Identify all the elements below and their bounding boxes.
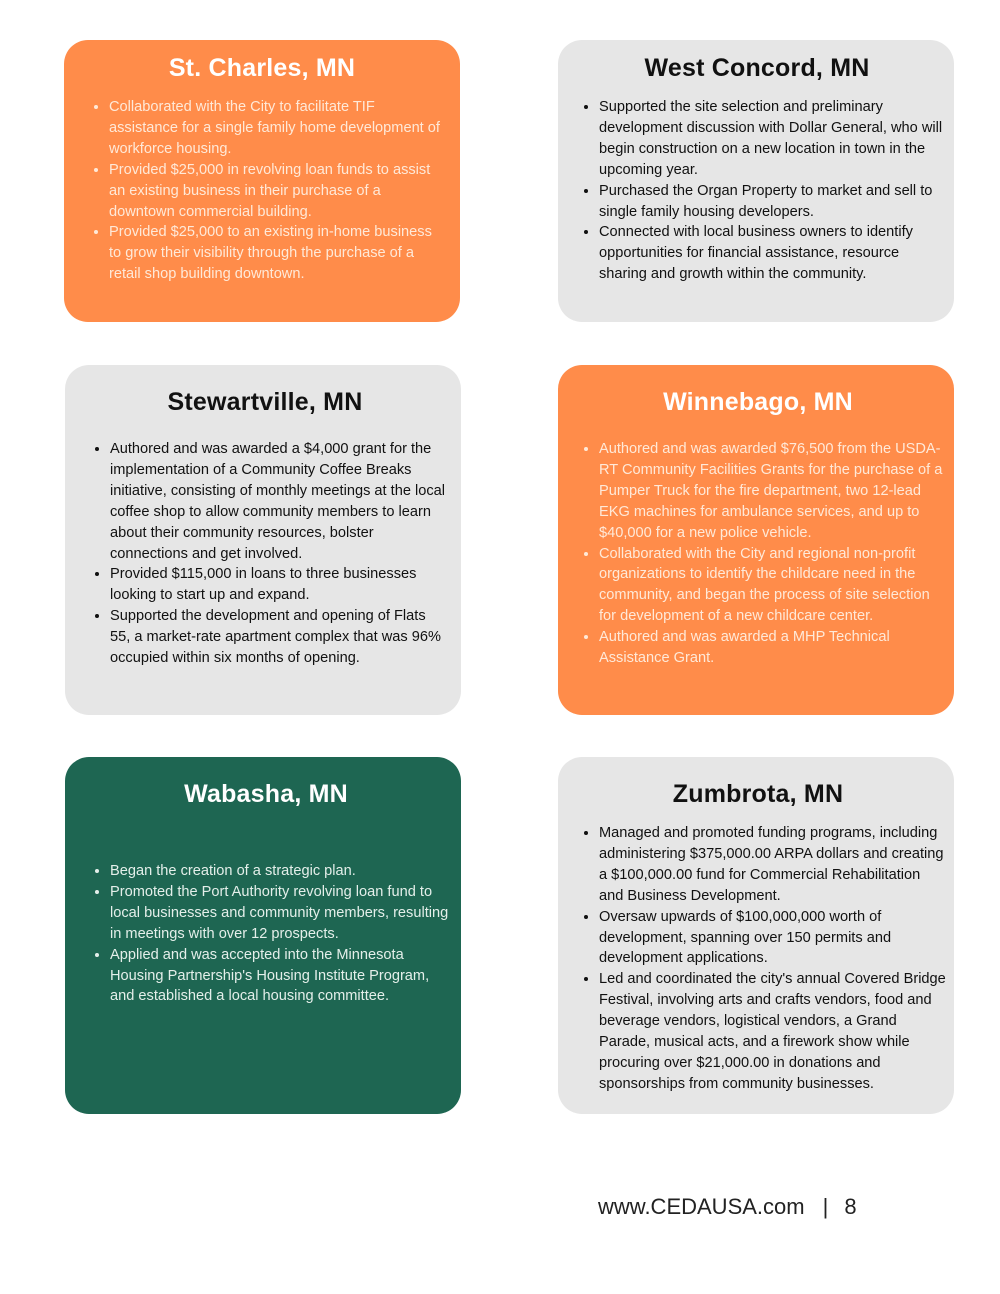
list-item: • Provided $25,000 to an existing in-home business to grow their visibility through the purchase of a retail shop building downtown. [109, 222, 444, 285]
list-item: • Managed and promoted funding programs, including administering $375,000.00 ARPA dollars and creating a $100,000.00 fund for Commercial Rehabilitation and Business Development. [599, 823, 946, 907]
list-item: • Promoted the Port Authority revolving loan fund to local businesses and community members, resulting in meetings with over 12 prospects. [110, 882, 451, 945]
list-item: • Authored and was awarded $76,500 from the USDA-RT Community Facilities Grants for the purchase of a Pumper Truck for the fire department, two 12-lead EKG machines for ambulance services, and up to $40,000 for a new police vehicle. [599, 439, 946, 544]
card-west-concord [558, 40, 954, 322]
list-item: • Led and coordinated the city's annual Covered Bridge Festival, involving arts and crafts vendors, food and beverage vendors, logistical vendors, a Grand Parade, musical acts, and a firework show while procuring over $21,000.00 in donations and sponsorships from community businesses. [599, 969, 946, 1094]
bullet-list-west-concord [570, 97, 944, 285]
card-stewartville [65, 365, 461, 715]
list-item: • Purchased the Organ Property to market and sell to single family housing developers. [599, 181, 944, 223]
card-wabasha [65, 757, 461, 1114]
card-zumbrota [558, 757, 954, 1114]
bullet-list-winnebago [570, 439, 946, 669]
bullet-list-st-charles [80, 97, 444, 285]
list-item: • Applied and was accepted into the Minnesota Housing Partnership's Housing Institute Program, and established a local housing committee. [110, 945, 451, 1008]
card-title-wabasha: Wabasha, MN [184, 780, 348, 808]
page-number: 8 [844, 1194, 857, 1219]
card-st-charles [64, 40, 460, 322]
page-footer [598, 1194, 857, 1220]
card-title-winnebago: Winnebago, MN [663, 388, 853, 416]
card-title-stewartville: Stewartville, MN [167, 388, 363, 416]
list-item: • Collaborated with the City and regional non-profit organizations to identify the childcare need in the community, and began the process of site selection for development of a new childcare center. [599, 544, 946, 628]
list-item: • Collaborated with the City to facilitate TIF assistance for a single family home development of workforce housing. [109, 97, 444, 160]
list-item: • Supported the site selection and preliminary development discussion with Dollar General, who will begin construction on a new location in town in the upcoming year. [599, 97, 944, 181]
card-winnebago [558, 365, 954, 715]
bullet-list-zumbrota [570, 823, 946, 1095]
list-item: • Supported the development and opening of Flats 55, a market-rate apartment complex that was 96% occupied within six months of opening. [110, 606, 449, 669]
card-title-west-concord: West Concord, MN [644, 54, 870, 82]
list-item: • Began the creation of a strategic plan. [110, 861, 451, 882]
card-title-zumbrota: Zumbrota, MN [672, 780, 844, 808]
list-item: • Authored and was awarded a MHP Technical Assistance Grant. [599, 627, 946, 669]
footer-separator: | [822, 1194, 829, 1219]
list-item: • Provided $25,000 in revolving loan funds to assist an existing business in their purchase of a downtown commercial building. [109, 160, 444, 223]
list-item: • Connected with local business owners to identify opportunities for financial assistance, resource sharing and growth within the community. [599, 222, 944, 285]
list-item: • Authored and was awarded a $4,000 grant for the implementation of a Community Coffee Breaks initiative, consisting of monthly meetings at the local coffee shop to allow community members to learn about their community resources, bolster connections and get involved. [110, 439, 449, 564]
list-item: • Oversaw upwards of $100,000,000 worth of development, spanning over 150 permits and development applications. [599, 907, 946, 970]
website-link[interactable]: www.CEDAUSA.com [598, 1194, 805, 1219]
card-title-st-charles: St. Charles, MN [168, 54, 356, 82]
list-item: • Provided $115,000 in loans to three businesses looking to start up and expand. [110, 564, 449, 606]
bullet-list-wabasha [81, 861, 451, 1007]
bullet-list-stewartville [81, 439, 449, 669]
